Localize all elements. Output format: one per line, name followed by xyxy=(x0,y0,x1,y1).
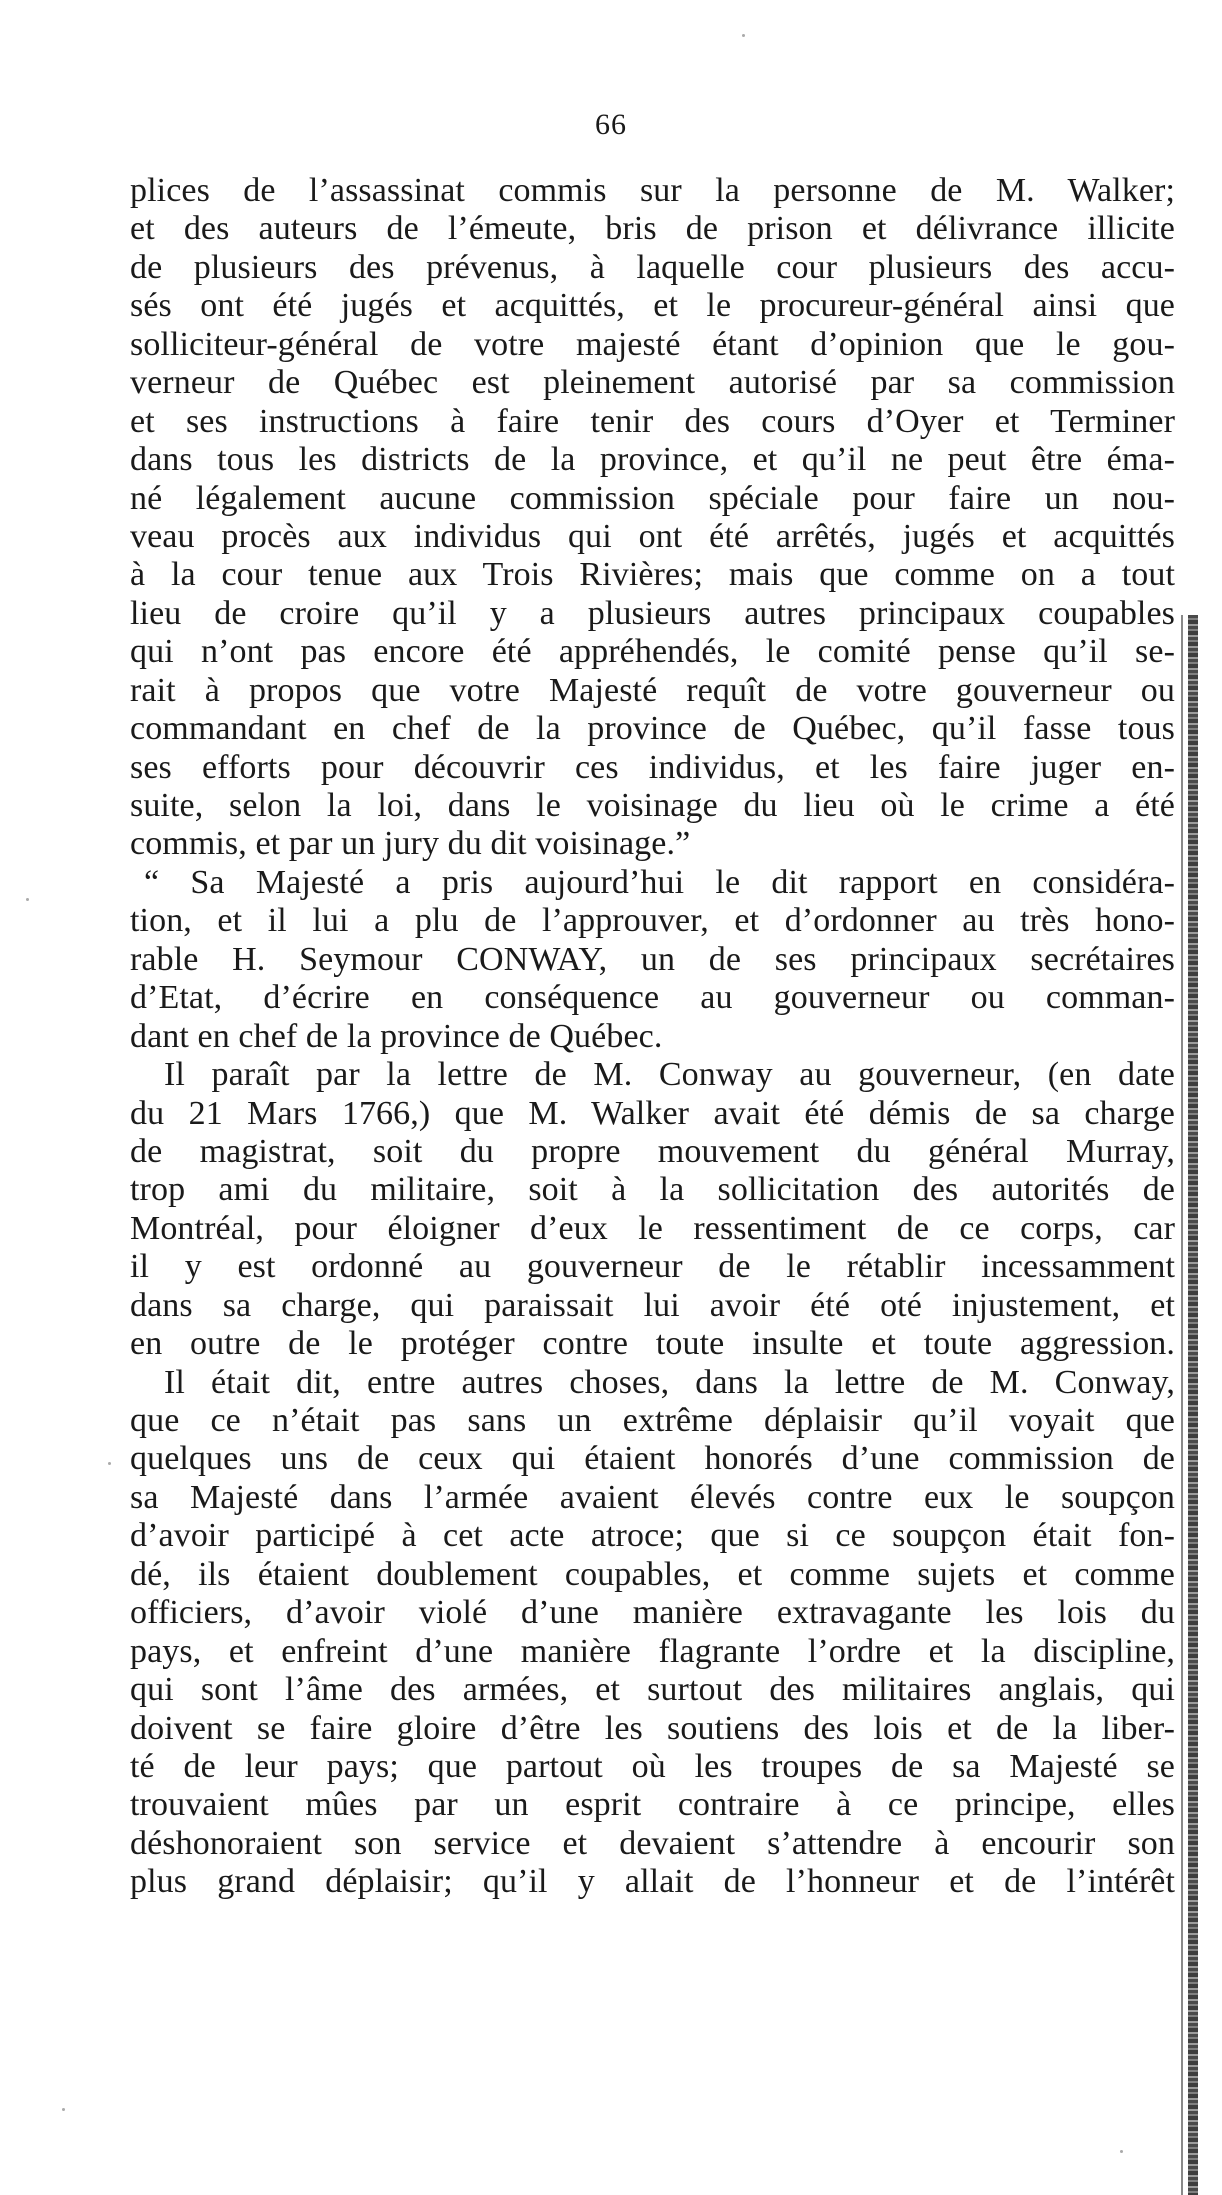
text-line: rable H. Seymour CONWAY, un de ses principaux secrétaires xyxy=(130,940,1175,978)
text-line: d’Etat, d’écrire en conséquence au gouverneur ou comman- xyxy=(130,979,1175,1017)
text-line: veau procès aux individus qui ont été arrêtés, jugés et acquittés xyxy=(130,517,1175,555)
text-line: lieu de croire qu’il y a plusieurs autres principaux coupables xyxy=(130,594,1175,632)
binding-edge xyxy=(1188,615,1198,2195)
scan-speck xyxy=(742,34,745,37)
text-line: ses efforts pour découvrir ces individus, et les faire juger en- xyxy=(130,748,1175,786)
text-line: plus grand déplaisir; qu’il y allait de l’honneur et de l’intérêt xyxy=(130,1863,1175,1901)
text-line: né légalement aucune commission spéciale pour faire un nou- xyxy=(130,479,1175,517)
scan-speck xyxy=(1120,2150,1123,2153)
text-line: dant en chef de la province de Québec. xyxy=(130,1017,663,1055)
text-line: doivent se faire gloire d’être les soutiens des lois et de la liber- xyxy=(130,1709,1175,1747)
text-line: dans sa charge, qui paraissait lui avoir été oté injustement, et xyxy=(130,1286,1175,1324)
scan-speck xyxy=(26,898,29,901)
text-line: commis, et par un jury du dit voisinage.” xyxy=(130,825,691,863)
text-line: dans tous les districts de la province, et qu’il ne peut être éma- xyxy=(130,441,1175,479)
text-line: que ce n’était pas sans un extrême déplaisir qu’il voyait que xyxy=(130,1402,1175,1439)
text-line: Montréal, pour éloigner d’eux le ressentiment de ce corps, car xyxy=(130,1209,1175,1247)
text-line: Il paraît par la lettre de M. Conway au gouverneur, (en date xyxy=(164,1056,1175,1094)
text-line: commandant en chef de la province de Québec, qu’il fasse tous xyxy=(130,710,1175,748)
text-line: en outre de le protéger contre toute insulte et toute aggression. xyxy=(130,1325,1175,1363)
text-line: de magistrat, soit du propre mouvement du général Murray, xyxy=(130,1132,1175,1170)
text-line: trop ami du militaire, soit à la sollicitation des autorités de xyxy=(130,1171,1175,1209)
text-line: officiers, d’avoir violé d’une manière extravagante les lois du xyxy=(130,1594,1175,1632)
body-text xyxy=(130,172,1175,1902)
text-line: quelques uns de ceux qui étaient honorés d’une commission de xyxy=(130,1440,1175,1478)
text-line: à la cour tenue aux Trois Rivières; mais que comme on a tout xyxy=(130,556,1175,594)
text-line: rait à propos que votre Majesté requît de votre gouverneur ou xyxy=(130,671,1175,709)
page-number: 66 xyxy=(595,108,627,141)
text-line: solliciteur-général de votre majesté étant d’opinion que le gou- xyxy=(130,325,1175,363)
text-line: dé, ils étaient doublement coupables, et comme sujets et comme xyxy=(130,1555,1175,1593)
text-line: plices de l’assassinat commis sur la personne de M. Walker; xyxy=(130,172,1175,209)
text-line: du 21 Mars 1766,) que M. Walker avait été démis de sa charge xyxy=(130,1094,1175,1132)
text-line: sés ont été jugés et acquittés, et le procureur-général ainsi que xyxy=(130,287,1175,325)
text-line: verneur de Québec est pleinement autorisé par sa commission xyxy=(130,364,1175,402)
text-line: et des auteurs de l’émeute, bris de prison et délivrance illicite xyxy=(130,210,1175,248)
text-line: pays, et enfreint d’une manière flagrante l’ordre et la discipline, xyxy=(130,1632,1175,1670)
scan-speck xyxy=(108,1462,111,1465)
text-line: qui n’ont pas encore été appréhendés, le comité pense qu’il se- xyxy=(130,633,1175,671)
scan-speck xyxy=(62,2108,65,2111)
text-line: sa Majesté dans l’armée avaient élevés contre eux le soupçon xyxy=(130,1478,1175,1516)
text-line: suite, selon la loi, dans le voisinage du lieu où le crime a été xyxy=(130,787,1175,824)
text-line: d’avoir participé à cet acte atroce; que si ce soupçon était fon- xyxy=(130,1517,1175,1555)
binding-edge-line xyxy=(1181,615,1183,2195)
text-line: Il était dit, entre autres choses, dans la lettre de M. Conway, xyxy=(164,1363,1175,1401)
text-line: trouvaient mûes par un esprit contraire à ce principe, elles xyxy=(130,1786,1175,1824)
text-line: et ses instructions à faire tenir des cours d’Oyer et Terminer xyxy=(130,402,1175,440)
text-line: il y est ordonné au gouverneur de le rétablir incessamment xyxy=(130,1248,1175,1286)
text-line: tion, et il lui a plu de l’approuver, et d’ordonner au très hono- xyxy=(130,902,1175,940)
text-line: “ Sa Majesté a pris aujourd’hui le dit rapport en considéra- xyxy=(144,863,1175,901)
text-line: qui sont l’âme des armées, et surtout des militaires anglais, qui xyxy=(130,1671,1175,1709)
text-line: de plusieurs des prévenus, à laquelle cour plusieurs des accu- xyxy=(130,248,1175,286)
text-line: té de leur pays; que partout où les troupes de sa Majesté se xyxy=(130,1747,1175,1785)
text-line: déshonoraient son service et devaient s’attendre à encourir son xyxy=(130,1824,1175,1862)
